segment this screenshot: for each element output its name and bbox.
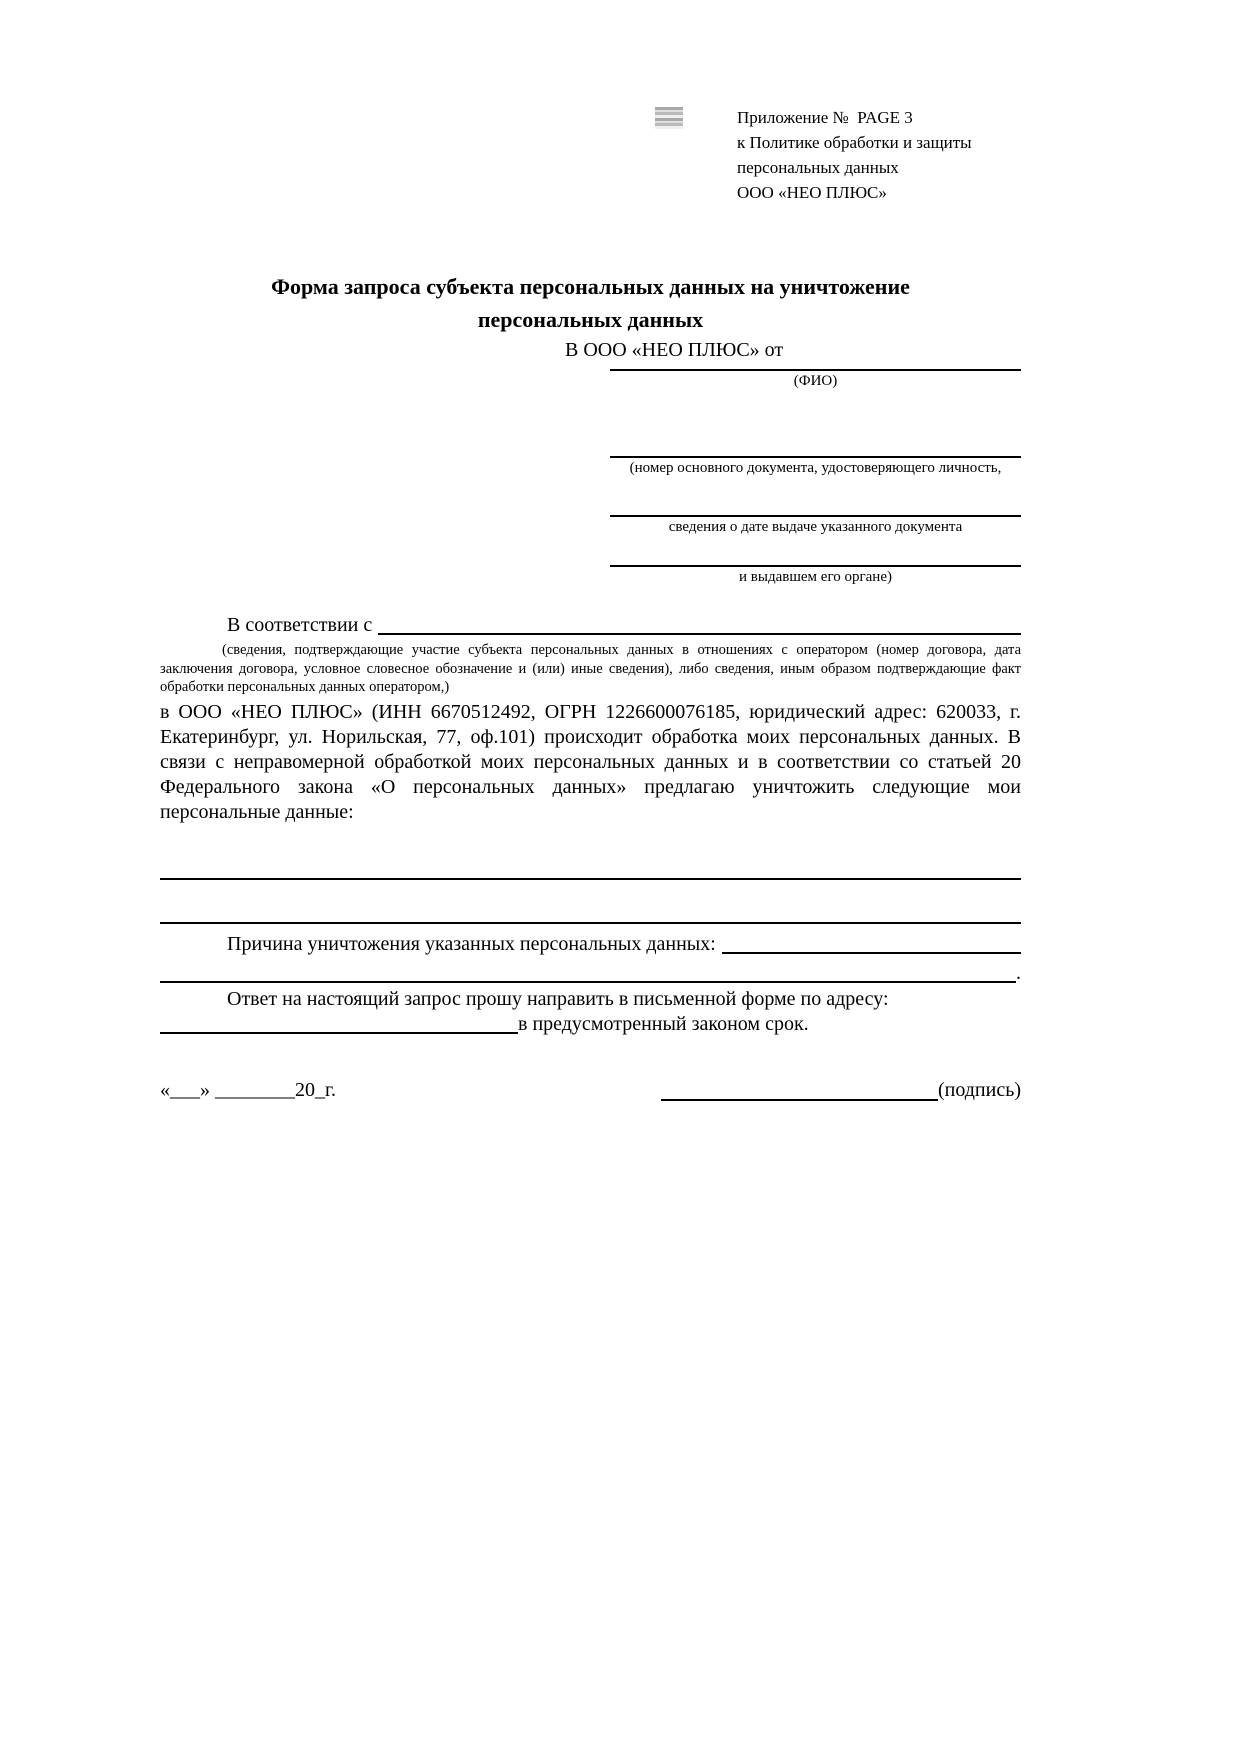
signature-group [661, 1076, 1021, 1104]
field-fio [610, 369, 1021, 391]
accordance-footnote: (сведения, подтверждающие участие субъекта персональных данных в отношениях с оператором (номер договора, дата заключения договора, условное словесное обозначение и (или) иные сведения), либо сведения, иным образом подтверждающие факт обработки персональных данных оператором,) [160, 642, 1021, 695]
appendix-number-line: Приложение № PAGE 3 [737, 108, 913, 127]
reply-address-row [160, 1012, 1021, 1037]
document-title-line2: персональных данных [477, 307, 704, 332]
reason-blank-line-2 [160, 961, 1016, 983]
reply-request-line: Ответ на настоящий запрос прошу направить в письменной форме по адресу: [227, 987, 889, 1010]
date-blank-text: «___» ________20_г. [160, 1078, 336, 1101]
accordance-row [160, 613, 1021, 638]
field-issue-date [610, 515, 1021, 537]
fio-caption: (ФИО) [793, 373, 838, 389]
signature-blank-line [661, 1076, 938, 1101]
sentence-period: . [1016, 961, 1021, 984]
reason-blank-line [722, 932, 1021, 954]
field-issuing-authority [610, 565, 1021, 587]
accordance-prefix: В соответствии с [227, 614, 373, 636]
reply-term-text: в предусмотренный законом срок. [518, 1012, 809, 1035]
document-number-caption: (номер основного документа, удостоверяющего личность, [629, 460, 1002, 476]
signature-caption: (подпись) [937, 1078, 1021, 1101]
reason-continuation-row [160, 961, 1021, 986]
page-header [160, 105, 1021, 205]
company-name: ООО «НЕО ПЛЮС» [737, 183, 887, 202]
accordance-blank-line [378, 613, 1021, 635]
reason-row [160, 932, 1021, 957]
document-title-line1: Форма запроса субъекта персональных данных на уничтожение [271, 274, 910, 299]
issue-date-caption: сведения о дате выдаче указанного документа [668, 519, 963, 535]
addressee-line: В ООО «НЕО ПЛЮС» от [565, 339, 784, 361]
blurred-object-icon [655, 107, 683, 129]
data-blank-line-2 [160, 922, 1021, 924]
data-blank-line-1 [160, 878, 1021, 880]
policy-reference-line2: персональных данных [737, 158, 899, 177]
address-blank-line [160, 1012, 518, 1034]
body-paragraph: в ООО «НЕО ПЛЮС» (ИНН 6670512492, ОГРН 1226600076185, юридический адрес: 620033, г. Екатеринбург, ул. Норильская, 77, оф.101) происходит обработка моих персональных данных. В связи с неправомерной обработкой моих персональных данных и в соответствии со статьей 20 Федерального закона «О персональных данных» предлагаю уничтожить следующие мои персональные данные: [160, 700, 1021, 823]
identity-fields [610, 369, 1021, 587]
document-title [160, 270, 1021, 336]
field-document-number [610, 456, 1021, 478]
appendix-header-block [737, 105, 1027, 205]
reason-label: Причина уничтожения указанных персональных данных: [227, 932, 716, 955]
issuing-authority-caption: и выдавшем его органе) [739, 569, 892, 585]
policy-reference-line1: к Политике обработки и защиты [737, 133, 972, 152]
date-signature-row [160, 1076, 1021, 1104]
